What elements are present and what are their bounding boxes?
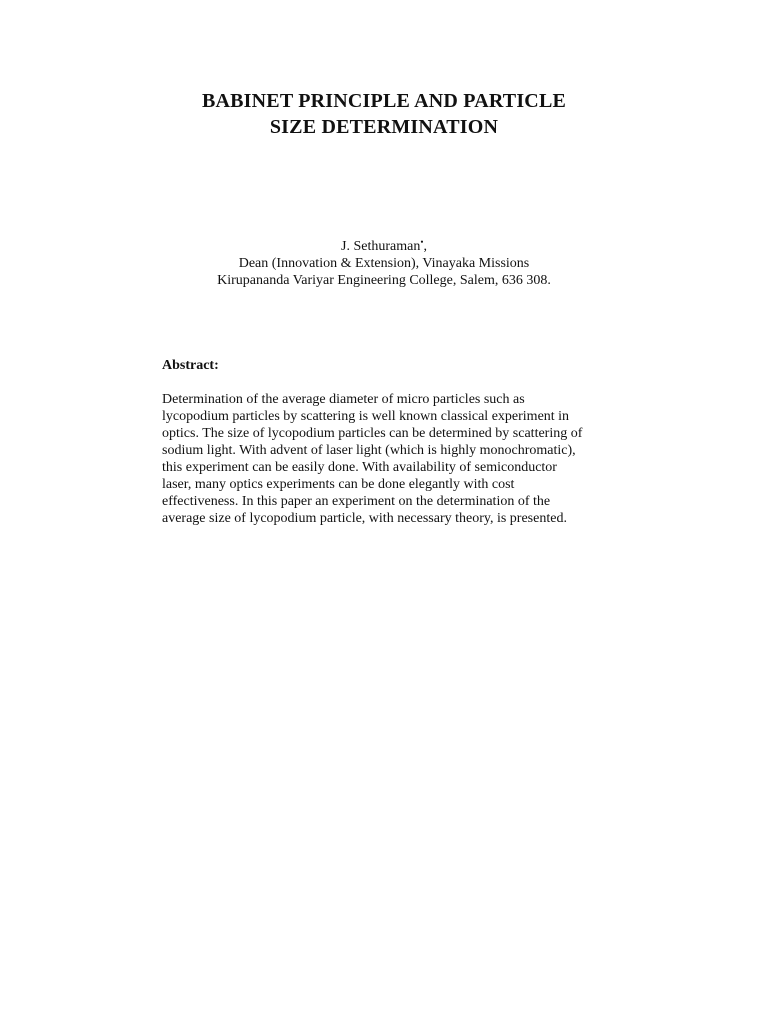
title-line-1: BABINET PRINCIPLE AND PARTICLE <box>201 90 567 112</box>
abstract-line: sodium light. With advent of laser light (which is highly monochromatic), <box>162 443 576 458</box>
author-footnote-mark: • <box>420 237 424 247</box>
affiliation-line-2: Kirupananda Variyar Engineering College, Salem, 636 308. <box>217 273 551 288</box>
abstract-line: this experiment can be easily done. With availability of semiconductor <box>162 460 557 475</box>
author-trailing-comma: , <box>423 239 427 254</box>
abstract-line: lycopodium particles by scattering is well known classical experiment in <box>162 409 570 424</box>
abstract-line: effectiveness. In this paper an experiment on the determination of the <box>162 494 551 509</box>
abstract-heading: Abstract: <box>162 358 219 373</box>
abstract-line: optics. The size of lycopodium particles can be determined by scattering of <box>162 426 583 441</box>
abstract-body <box>162 391 642 527</box>
title-line-2: SIZE DETERMINATION <box>269 116 499 138</box>
author-line <box>0 238 768 255</box>
abstract-line: average size of lycopodium particle, with necessary theory, is presented. <box>162 511 567 526</box>
abstract-line: Determination of the average diameter of micro particles such as <box>162 392 525 407</box>
affiliation-line-1: Dean (Innovation & Extension), Vinayaka Missions <box>238 256 530 271</box>
author-block <box>0 238 768 289</box>
abstract-line: laser, many optics experiments can be done elegantly with cost <box>162 477 515 492</box>
paper-title <box>0 88 768 140</box>
author-name: J. Sethuraman <box>341 239 421 254</box>
